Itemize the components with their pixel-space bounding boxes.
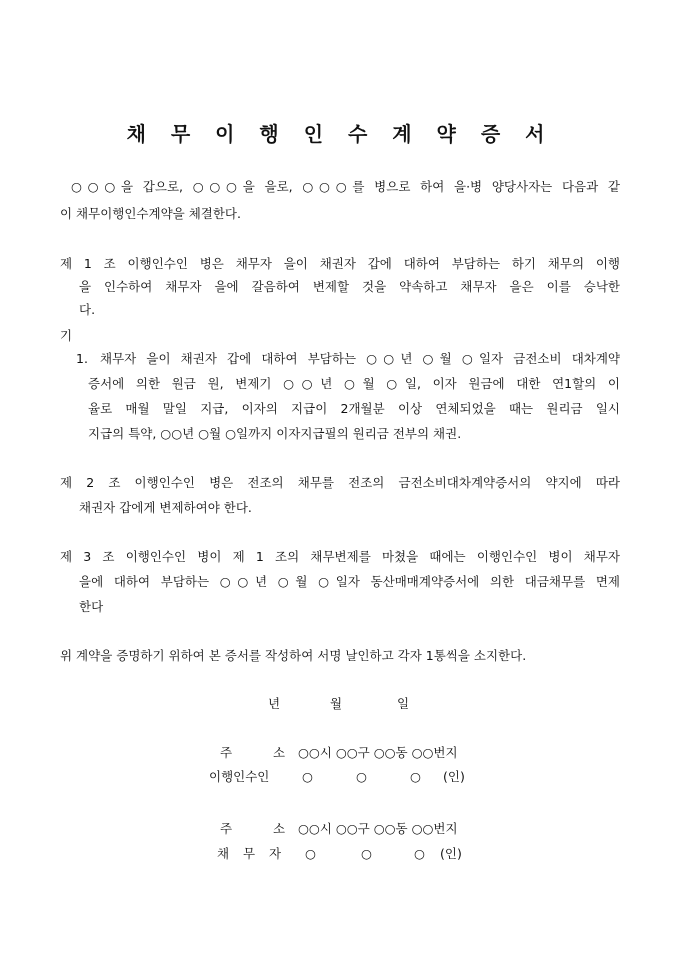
- signer-2-role-label-3: 자: [269, 846, 282, 861]
- signer-2-role-label-2: 무: [243, 846, 256, 861]
- article-1-line-2: 을 인수하여 채무자 을에 갈음하여 변제할 것을 약속하고 채무자 을은 이를 승낙한: [79, 279, 620, 294]
- signer-2-address-value: ○○시 ○○구 ○○동 ○○번지: [298, 821, 458, 836]
- signer-1-name-1: ○: [302, 769, 313, 784]
- signer-2-role-label-1: 채: [217, 846, 230, 861]
- signer-2-name-2: ○: [361, 846, 372, 861]
- article-1-line-3: 다.: [79, 302, 96, 317]
- item-1-line-1: 채무자 을이 채권자 갑에 대하여 부담하는 ○○년 ○월 ○일자 금전소비 대차계약: [100, 351, 620, 366]
- date-day-label: 일: [397, 696, 410, 711]
- signer-2-seal: (인): [440, 846, 462, 861]
- signer-1-address-label-2: 소: [273, 745, 286, 760]
- item-1-line-2: 증서에 의한 원금 원, 변제기 ○○년 ○월 ○일, 이자 원금에 대한 연1할의 이: [88, 376, 620, 391]
- signer-1-address-value: ○○시 ○○구 ○○동 ○○번지: [298, 745, 458, 760]
- intro-line-2: 이 채무이행인수계약을 체결한다.: [60, 206, 241, 221]
- article-2-line-2: 채권자 갑에게 변제하여야 한다.: [79, 500, 252, 515]
- date-month-label: 월: [330, 696, 343, 711]
- intro-line-1: ○○○을 갑으로, ○○○을 을로, ○○○를 병으로 하여 을·병 양당사자는 다음과 같: [71, 179, 620, 194]
- signer-2-address-label-2: 소: [273, 821, 286, 836]
- date-year-label: 년: [268, 696, 281, 711]
- item-1-number: 1.: [76, 351, 88, 366]
- signer-2-name-1: ○: [305, 846, 316, 861]
- signer-2-name-3: ○: [414, 846, 425, 861]
- gi-heading: 기: [60, 328, 73, 343]
- item-1-line-4: 지급의 특약, ○○년 ○월 ○일까지 이자지급필의 원리금 전부의 채권.: [88, 426, 462, 441]
- signer-1-name-2: ○: [356, 769, 367, 784]
- article-2-line-1: 제 2 조 이행인수인 병은 전조의 채무를 전조의 금전소비대차계약증서의 약지에 따라: [60, 475, 620, 490]
- item-1-line-3: 율로 매월 말일 지급, 이자의 지급이 2개월분 이상 연체되었을 때는 원리금 일시: [88, 401, 620, 416]
- article-1-line-1: 제 1 조 이행인수인 병은 채무자 을이 채권자 갑에 대하여 부담하는 하기 채무의 이행: [60, 256, 620, 271]
- article-3-line-2: 을에 대하여 부담하는 ○○년 ○월 ○일자 동산매매계약증서에 의한 대금채무를 면제: [79, 574, 620, 589]
- signer-1-role-label: 이행인수인: [209, 769, 270, 784]
- signer-1-address-label-1: 주: [220, 745, 233, 760]
- signer-1-name-3: ○: [410, 769, 421, 784]
- article-3-line-3: 한다: [79, 599, 104, 614]
- signer-2-address-label-1: 주: [220, 821, 233, 836]
- closing-statement: 위 계약을 증명하기 위하여 본 증서를 작성하여 서명 날인하고 각자 1통씩을 소지한다.: [60, 648, 527, 663]
- signer-1-seal: (인): [443, 769, 465, 784]
- document-title: 채 무 이 행 인 수 계 약 증 서: [126, 122, 554, 146]
- article-3-line-1: 제 3 조 이행인수인 병이 제 1 조의 채무변제를 마쳤을 때에는 이행인수인 병이 채무자: [60, 549, 620, 564]
